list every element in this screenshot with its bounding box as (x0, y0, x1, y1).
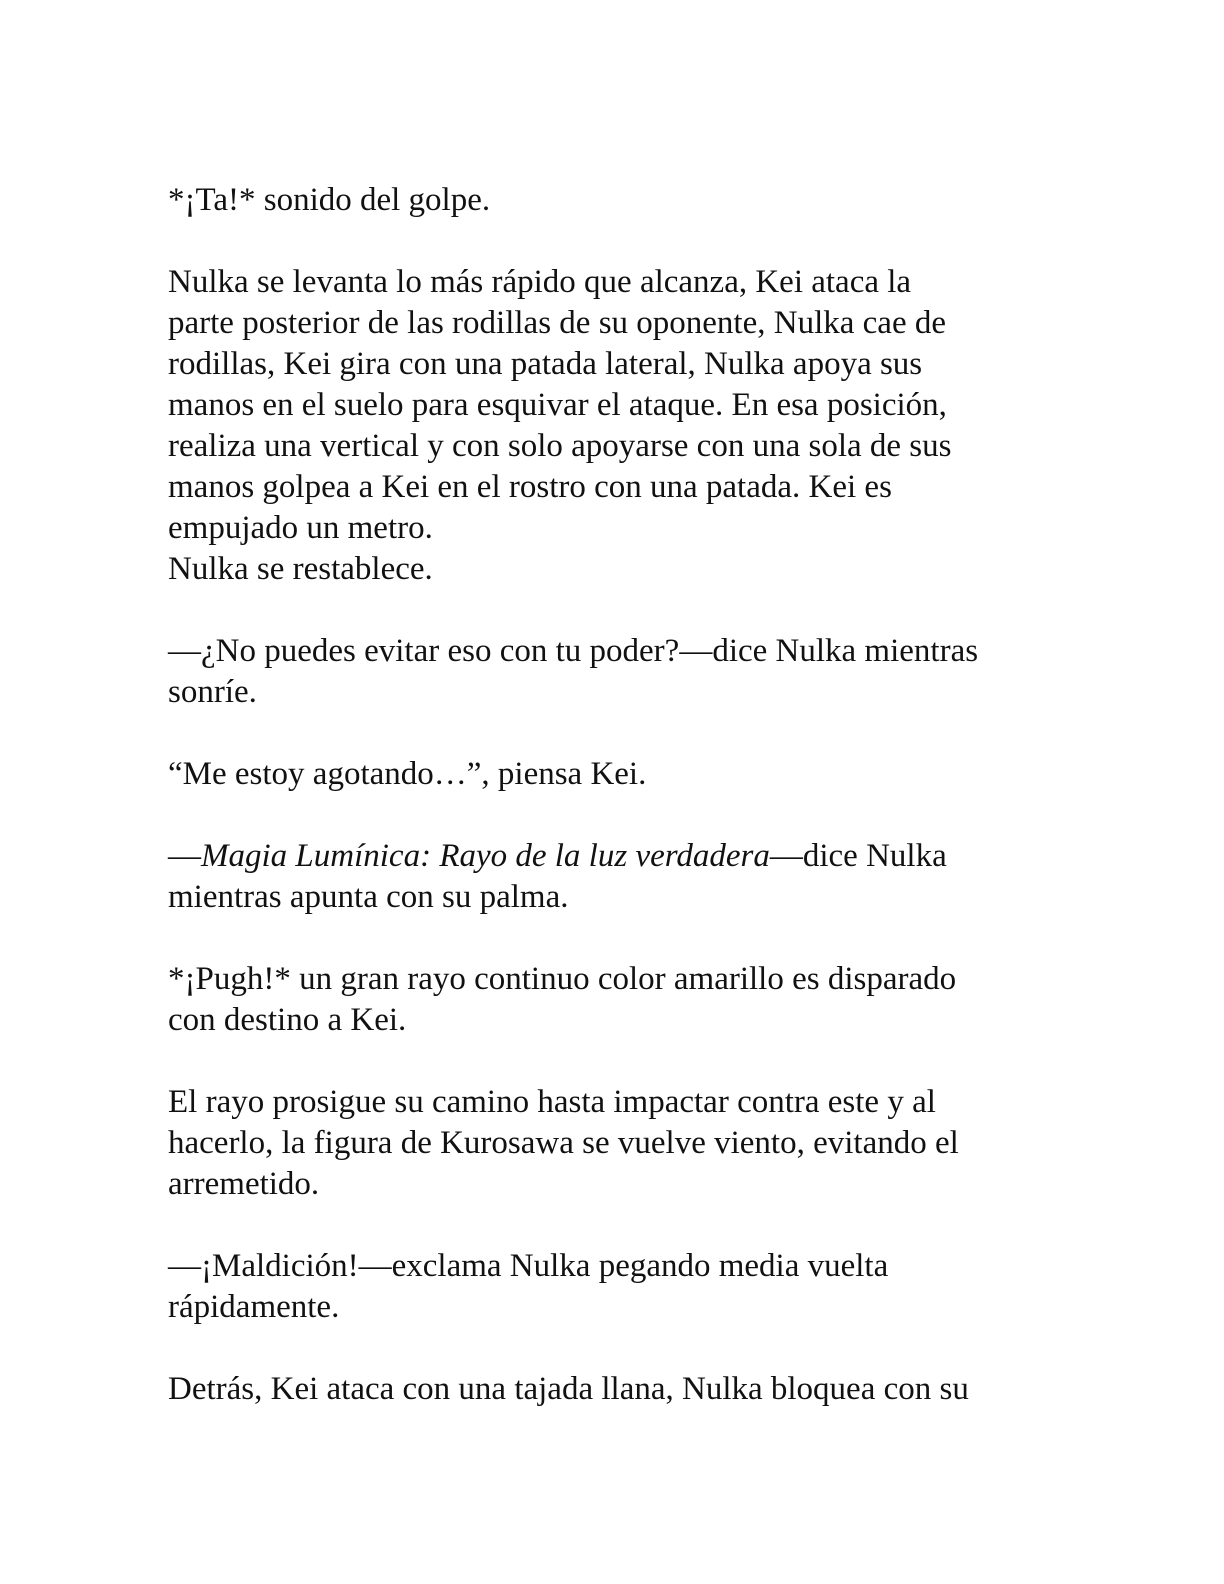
paragraph-gap (168, 1328, 1068, 1369)
paragraph-nulka-recovers: Nulka se restablece. (168, 551, 433, 587)
paragraph-gap (168, 795, 1068, 836)
paragraph-kei-attack: Detrás, Kei ataca con una tajada llana, Nulka bloquea con su (168, 1371, 969, 1407)
paragraph-gap (168, 590, 1068, 631)
dialogue-nulka-spell (168, 836, 1068, 918)
dialogue-tag: —dice Nulka mientras apunta con su palma. (168, 838, 947, 915)
dialogue-dash: — (168, 838, 201, 874)
paragraph-gap (168, 918, 1068, 959)
dialogue-nulka-exclaim: —¡Maldición!—exclama Nulka pegando media vuelta rápidamente. (168, 1248, 889, 1325)
spell-name: Magia Lumínica: Rayo de la luz verdadera (201, 838, 770, 874)
paragraph-sound-ta: *¡Ta!* sonido del golpe. (168, 182, 491, 218)
paragraph-fight-sequence: Nulka se levanta lo más rápido que alcanza, Kei ataca la parte posterior de las rodillas de su oponente, Nulka cae de rodillas, Kei gira con una patada lateral, Nulka apoya sus manos en el suelo para esquivar el ataque. En esa posición, realiza una vertical y con solo apoyarse con una sola de sus manos golpea a Kei en el rostro con una patada. Kei es empujado un metro. (168, 264, 952, 546)
paragraph-gap (168, 713, 1068, 754)
dialogue-nulka-question: —¿No puedes evitar eso con tu poder?—dice Nulka mientras sonríe. (168, 633, 979, 710)
paragraph-gap (168, 1041, 1068, 1082)
paragraph-sound-pugh: *¡Pugh!* un gran rayo continuo color amarillo es disparado con destino a Kei. (168, 961, 957, 1038)
document-page (168, 180, 1068, 1410)
paragraph-ray-impact: El rayo prosigue su camino hasta impactar contra este y al hacerlo, la figura de Kurosawa se vuelve viento, evitando el arremetido. (168, 1084, 959, 1202)
thought-kei: “Me estoy agotando…”, piensa Kei. (168, 756, 647, 792)
paragraph-gap (168, 1205, 1068, 1246)
paragraph-gap (168, 221, 1068, 262)
